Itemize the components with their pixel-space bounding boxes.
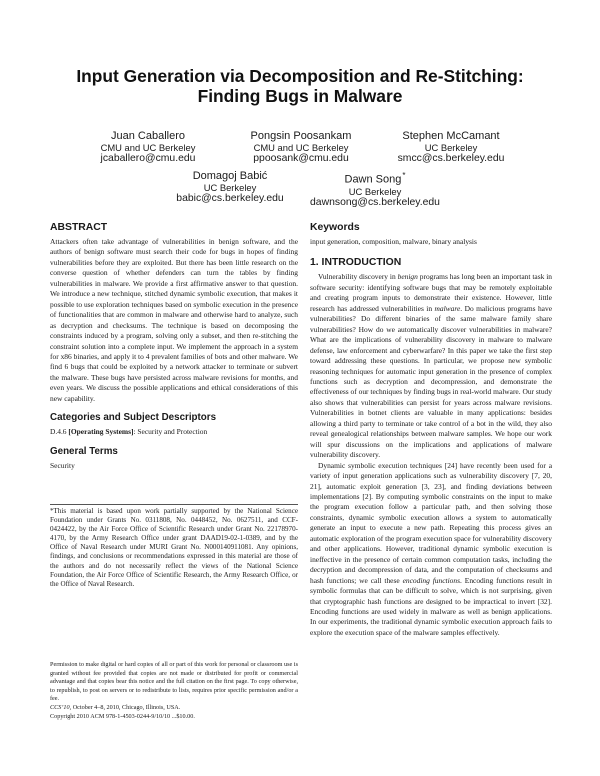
introduction-heading: 1. INTRODUCTION <box>310 257 402 269</box>
text-run-italic: encoding functions <box>402 575 461 585</box>
text-run: programs has long been an important task in software security: identifying software bugs that may be remotely exploitable and creating program inputs to demonstrate their existence. However, little research has addressed vulnerabilities in <box>310 272 552 313</box>
venue-line <box>50 704 298 713</box>
general-terms-heading: General Terms <box>50 445 118 457</box>
keywords-heading: Keywords <box>310 222 360 233</box>
text-run: Vulnerability discovery in <box>318 272 398 282</box>
author-name: Domagoj Babić <box>192 170 268 182</box>
text-run-italic: benign <box>397 272 418 282</box>
permission-text: Permission to make digital or hard copies of all or part of this work for personal or classroom use is granted without fee provided that copies are not made or distributed for profit or commercial advantage and that copies bear this notice and the full citation on the first page. To copy otherwise, to republish, to post on servers or to redistribute to lists, requires prior specific permission and/or a fee. <box>50 661 298 703</box>
footnote-star: * <box>402 171 406 180</box>
venue-details: October 4–8, 2010, Chicago, Illinois, USA. <box>71 703 181 711</box>
author-block <box>226 130 376 165</box>
categories-heading: Categories and Subject Descriptors <box>50 412 217 424</box>
title-line-1: Input Generation via Decomposition and Re-Stitching: <box>76 66 524 86</box>
keywords-text: input generation, composition, malware, binary analysis <box>310 237 477 246</box>
permission-block <box>50 661 298 721</box>
author-block <box>160 170 300 205</box>
text-run-italic: malware <box>434 303 461 313</box>
author-block <box>300 170 450 209</box>
abstract-text: Attackers often take advantage of vulnerabilities in benign software, and the authors of benign software must search their code for bugs in hopes of finding vulnerabilities before they are exploited. But there has been little research on the converse question of whether defenders can turn the tables by finding vulnerabilities in malware. We provide a first affirmative answer to that question. We introduce a new technique, stitched dynamic symbolic execution, that makes it possible to use exploration techniques based on symbolic execution in the presence of functionalities that are common in malware and otherwise hard to analyze, such as decryption and checksums. The technique is based on decomposing the constraints induced by a program, solving only a subset, and then re-stitching the constraint solution into a complete input. We implement the approach in a system for x86 binaries, and apply it to 4 prevalent families of bots and other malware. We find 6 bugs that could be exploited by a network attacker to terminate or subvert the malware. These bugs have persisted across malware revisions for months, and even years. We discuss the possible applications and ethical considerations of this new capability. <box>50 237 298 403</box>
author-email: babic@cs.berkeley.edu <box>176 193 284 204</box>
author-email: ppoosank@cmu.edu <box>253 153 349 164</box>
category-detail: : Security and Protection <box>133 427 208 437</box>
author-email: dawnsong@cs.berkeley.edu <box>310 196 440 208</box>
author-affiliation: CMU and UC Berkeley <box>100 142 196 153</box>
author-name <box>300 170 450 186</box>
text-run: Dynamic symbolic execution techniques [24] have recently been used for a variety of input generation applications such as vulnerability discovery [7, 20, 21], automatic exploit generation [3, 23], and finding deviations between implementations [2]. By computing symbolic constraints on the input to make the program execution follow a particular path, and then solving those constraints, dynamic symbolic execution allows a system to automatically generate an input to execute a new path. Repeating this process gives an automatic exploration of the program execution space for vulnerability discovery and other applications. However, traditional dynamic symbolic execution is ineffective in the presence of certain common computation tasks, including the decryption and decompression of data, and the computation of checksums and hash functions; we call these <box>310 460 552 585</box>
intro-paragraph-2 <box>310 461 552 639</box>
author-name: Pongsin Poosankam <box>250 130 352 142</box>
title-line-2: Finding Bugs in Malware <box>197 86 403 106</box>
author-name: Stephen McCamant <box>402 130 500 142</box>
author-affiliation: UC Berkeley <box>203 182 257 193</box>
categories-text <box>50 427 298 437</box>
abstract-heading: ABSTRACT <box>50 222 108 233</box>
funding-footnote: *This material is based upon work partially supported by the National Science Foundation under Grants No. 0311808, No. 0448452, No. 0627511, and CCF-0424422, by the Air Force Office of Scientific Research under Grant No. 22178970-4170, by the Army Research Office under grant DAAD19-02-1-0389, and by the Office of Naval Research under MURI Grant No. N000140911081. Any opinions, findings, and conclusions or recommendations expressed in this material are those of the authors and do not necessarily reflect the views of the National Science Foundation, the Air Force Office of Scientific Research, the Army Research Office, or the Office of Naval Research. <box>50 507 298 588</box>
author-block <box>78 130 218 165</box>
intro-paragraph-1 <box>310 272 552 460</box>
author-email: smcc@cs.berkeley.edu <box>397 153 505 164</box>
author-name-text: Dawn Song <box>344 173 402 186</box>
general-terms-text: Security <box>50 460 75 470</box>
text-run: . Encoding functions result in symbolic formulas that can be difficult to solve, which is not surprising, given that cryptographic hash functions are designed to be impractical to invert [32]. Encoding functions are used widely in malware as well as benign applications. In our experiments, the traditional dynamic symbolic execution approach fails to explore the execution space of the malware samples effectively. <box>310 575 552 637</box>
venue-name: CCS’10, <box>50 703 72 711</box>
text-run: . Do malicious programs have vulnerabilities? Do different binaries of the same malware family share vulnerabilities? How do we automatically discover vulnerabilities in malware? What are the implications of vulnerability discovery in malware to malware defense, law enforcement and cyberwarfare? In this paper we take the first step toward addressing these questions. In particular, we propose new symbolic reasoning techniques for automatic input generation in the presence of complex functions such as decryption and decompression, and demonstrate the effectiveness of our techniques by finding bugs in real-world malware. Our study also shows that vulnerabilities can persist for years across malware revisions. Vulnerabilities in botnet clients are valuable in many applications: besides allowing a third party to terminate or take control of a bot in the wild, they also reveal genealogical relationships between malware samples. We hope our work will spur discussions on the implications and applications of malware vulnerability discovery. <box>310 303 553 460</box>
right-column <box>310 222 552 638</box>
left-column <box>50 222 298 471</box>
copyright-line: Copyright 2010 ACM 978-1-4503-0244-9/10/10 ...$10.00. <box>50 712 195 720</box>
author-email: jcaballero@cmu.edu <box>100 153 196 164</box>
footnote-rule <box>50 504 298 505</box>
category-name: [Operating Systems] <box>68 427 134 437</box>
author-affiliation: UC Berkeley <box>424 142 478 153</box>
footnote-block <box>50 504 298 589</box>
author-affiliation: CMU and UC Berkeley <box>253 142 349 153</box>
author-affiliation: UC Berkeley <box>348 185 402 197</box>
author-block <box>376 130 526 165</box>
author-name: Juan Caballero <box>111 130 185 142</box>
category-code: D.4.6 <box>50 427 69 437</box>
paper-title <box>40 66 560 106</box>
